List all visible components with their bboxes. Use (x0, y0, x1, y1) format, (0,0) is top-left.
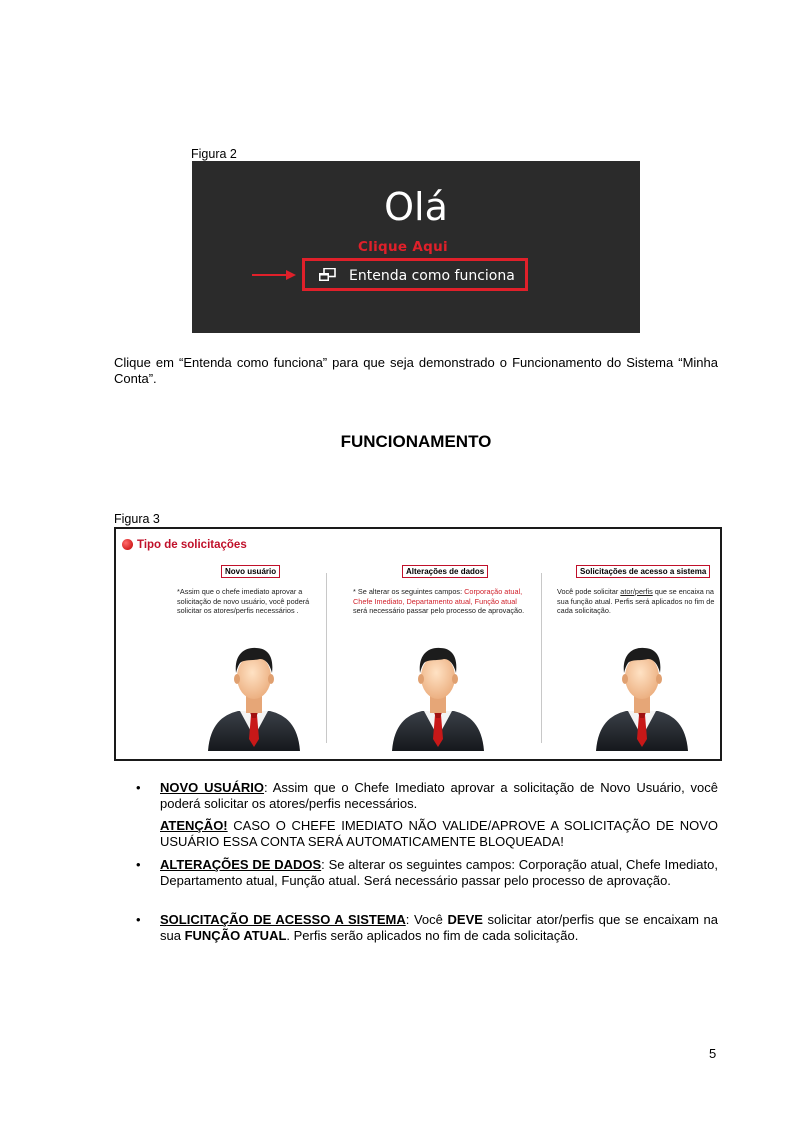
bullet-marker: • (136, 857, 141, 872)
arrow-right-icon (252, 270, 296, 280)
column-divider (326, 573, 327, 743)
desc-fields: Corporação atual, Chefe Imediato, Departamento atual, Função atual (353, 587, 523, 606)
warning-text: CASO O CHEFE IMEDIATO NÃO VALIDE/APROVE A SOLICITAÇÃO DE NOVO USUÁRIO ESSA CONTA SERÁ AUTOMATICAMENTE BLOQUEADA! (160, 818, 718, 849)
data-changes-text: : Se alterar os seguintes campos: Corporação atual, Chefe Imediato, Departamento atual, Função atual. Será necessário passar pelo processo de aprovação. (160, 857, 718, 888)
column-divider (541, 573, 542, 743)
data-changes-label: ALTERAÇÕES DE DADOS (160, 857, 322, 872)
desc-a: Você pode solicitar (557, 587, 621, 596)
new-user-text: : Assim que o Chefe Imediato aprovar a solicitação de Novo Usuário, você poderá solicitar os atores/perfis necessários. (160, 780, 718, 811)
system-access-tag: Solicitações de acesso a sistema (576, 565, 710, 578)
system-access-text-b: solicitar ator/perfis que se encaixam na sua (160, 912, 719, 943)
new-user-tag: Novo usuário (221, 565, 280, 578)
figure-3-title-text: Tipo de solicitações (137, 538, 247, 551)
desc-end: será necessário passar pelo processo de aprovação. (353, 606, 525, 615)
data-changes-description (353, 587, 527, 616)
figure-3-title (122, 536, 247, 554)
data-changes-tag: Alterações de dados (402, 565, 488, 578)
desc-link: ator/perfis (620, 587, 653, 596)
figure-2-screenshot (192, 161, 640, 333)
figure-3-screenshot (114, 527, 722, 761)
column-system-access (552, 565, 744, 755)
button-label: Entenda como funciona (349, 268, 515, 284)
system-access-description (557, 587, 719, 616)
desc-intro: * Se alterar os seguintes campos: (353, 587, 465, 596)
system-access-text-a: : Você (405, 912, 448, 927)
person-avatar-icon (204, 639, 304, 751)
current-function-emphasis: FUNÇÃO ATUAL (184, 928, 287, 943)
desc-b: que se encaixa na sua função atual. Perfis será aplicados no fim de cada solicitação. (557, 587, 715, 615)
person-avatar-icon (388, 639, 488, 751)
new-user-description: *Assim que o chefe imediato aprovar a solicitação de novo usuário, você poderá solicitar os atores/perfis necessários . (177, 587, 310, 615)
column-new-user (126, 565, 318, 755)
new-user-label: NOVO USUÁRIO (160, 780, 265, 795)
click-here-label: Clique Aqui (358, 239, 448, 255)
column-data-changes (338, 565, 530, 755)
person-avatar-icon (592, 639, 692, 751)
bullet-data-changes (160, 857, 718, 889)
bullet-system-access (160, 912, 718, 944)
windows-overlap-icon (318, 268, 336, 282)
figure-2-caption: Figura 2 (191, 147, 237, 161)
figure-3-caption: Figura 3 (114, 512, 160, 526)
greeting-text: Olá (384, 185, 448, 229)
bullet-new-user (160, 780, 718, 812)
system-access-text-c: . Perfis serão aplicados no fim de cada solicitação. (286, 928, 579, 943)
must-emphasis: DEVE (447, 912, 483, 927)
understand-how-it-works-button[interactable] (302, 258, 528, 291)
section-heading: FUNCIONAMENTO (340, 432, 492, 451)
page-number: 5 (709, 1046, 717, 1061)
bullet-marker: • (136, 912, 141, 927)
bullet-marker: • (136, 780, 141, 795)
system-access-label: SOLICITAÇÃO DE ACESSO A SISTEMA (160, 912, 406, 927)
instruction-paragraph: Clique em “Entenda como funciona” para que seja demonstrado o Funcionamento do Sistema “Minha Conta”. (114, 355, 718, 386)
warning-note (160, 818, 718, 850)
red-dot-icon (122, 539, 133, 550)
warning-label: ATENÇÃO! (160, 818, 228, 833)
